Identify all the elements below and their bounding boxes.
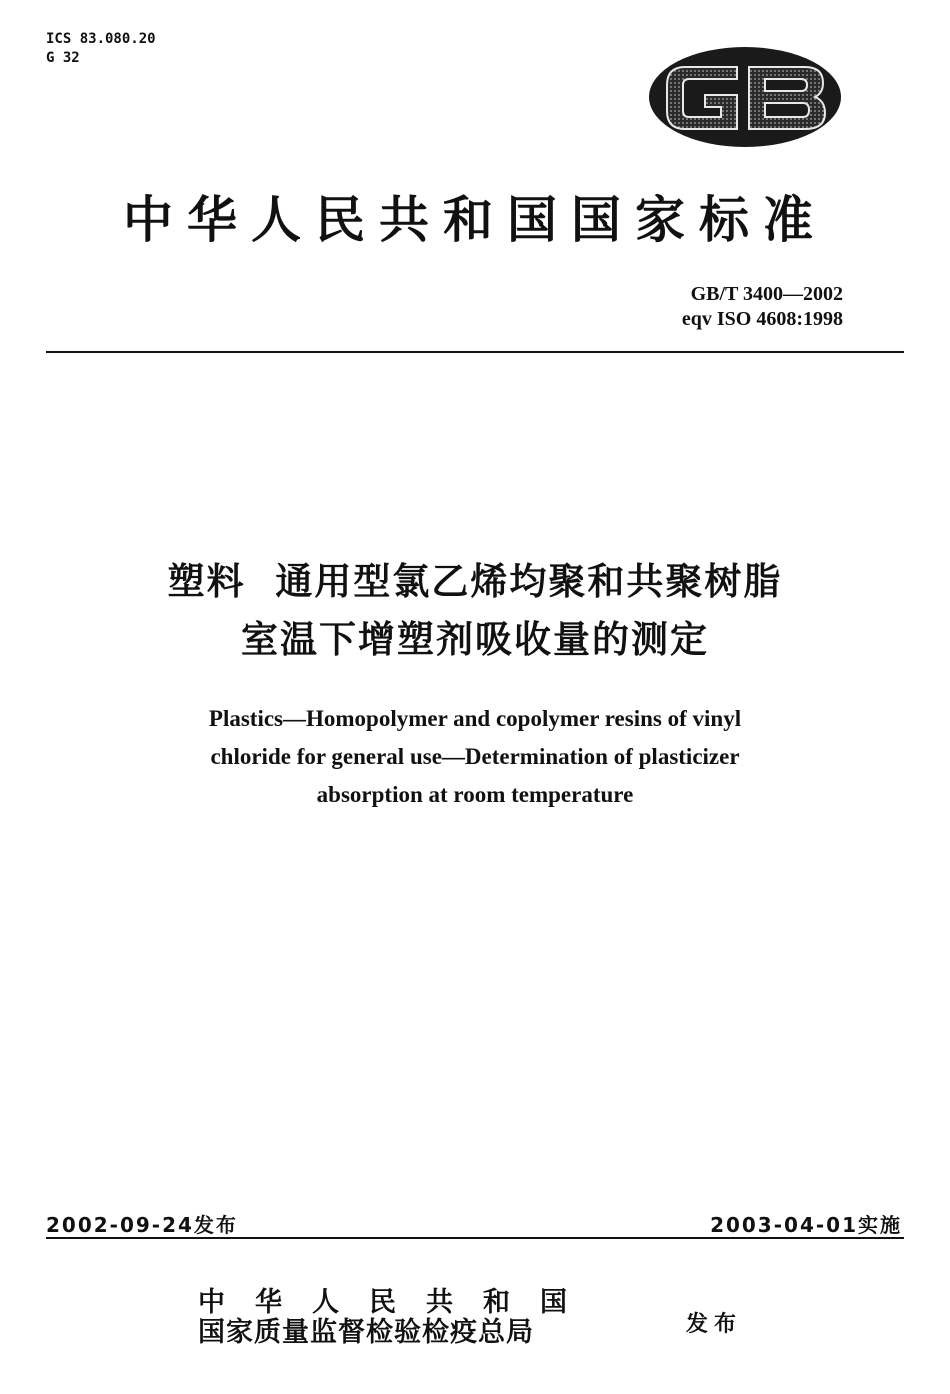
equivalent-standard: eqv ISO 4608:1998 (681, 308, 843, 330)
ics-code: ICS 83.080.20 (46, 31, 156, 47)
issue-verb: 发布 (686, 1311, 743, 1337)
issuer-line1: 中华人民共和国 (198, 1287, 597, 1318)
top-divider (46, 351, 904, 353)
standard-codes (560, 282, 843, 332)
english-title-line1: Plastics—Homopolymer and copolymer resins of vinyl (208, 706, 742, 731)
standard-number: GB/T 3400—2002 (690, 283, 843, 305)
header-title: 中华人民共和国国家标准 (123, 190, 827, 249)
chinese-title-line1: 塑料 通用型氯乙烯均聚和共聚树脂 (167, 560, 783, 603)
issuing-authority (198, 1288, 597, 1348)
chinese-title (40, 553, 910, 669)
english-title-line3: absorption at room temperature (316, 782, 634, 807)
implementation-date: 2003-04-01实施 (710, 1213, 902, 1237)
issuer-line2: 国家质量监督检验检疫总局 (198, 1317, 534, 1348)
gb-logo (645, 45, 845, 150)
ccs-code: G 32 (46, 50, 80, 66)
bottom-divider (46, 1237, 904, 1239)
chinese-title-line2: 室温下增塑剂吸收量的测定 (241, 618, 709, 661)
publication-date: 2002-09-24发布 (46, 1213, 238, 1237)
english-title-line2: chloride for general use—Determination of plasticizer (210, 744, 740, 769)
english-title (60, 700, 890, 814)
classification-codes (46, 30, 156, 68)
